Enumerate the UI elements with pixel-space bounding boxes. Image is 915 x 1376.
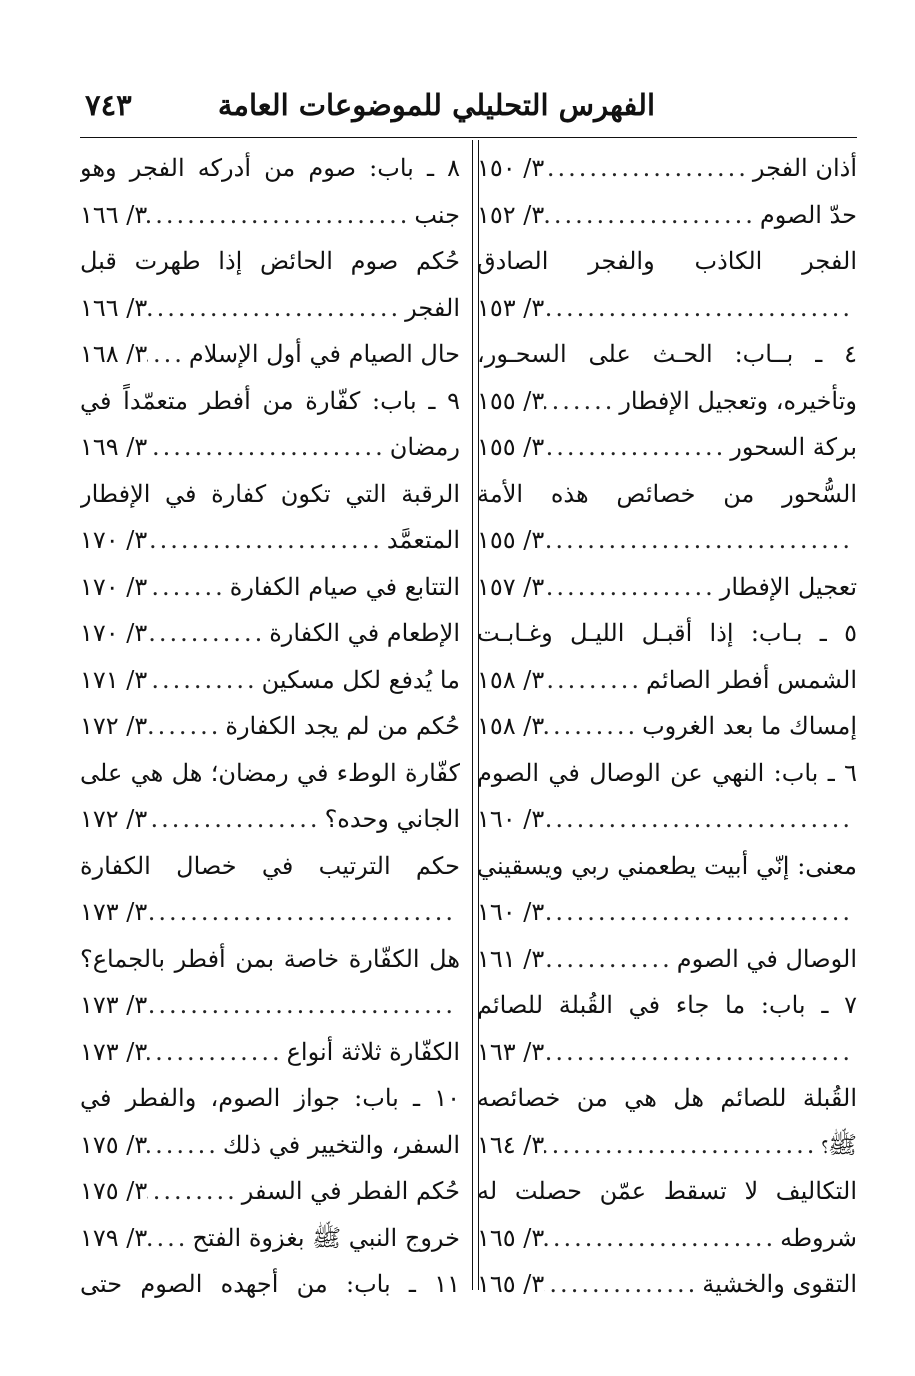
index-entry	[477, 703, 857, 750]
index-entry	[80, 843, 460, 890]
entry-topic: الفجر الكاذب والفجر الصادق	[477, 247, 857, 275]
entry-topic: ﷺ؟	[821, 1130, 857, 1159]
index-entry	[477, 657, 857, 704]
index-entry	[477, 471, 857, 518]
entry-topic: الشمس أفطر الصائم	[646, 665, 857, 694]
entry-topic: الكفّارة ثلاثة أنواع	[286, 1037, 460, 1066]
index-entry	[477, 1122, 857, 1169]
index-entry	[80, 1261, 460, 1308]
entry-page-ref: ٣/ ١٧٠	[80, 526, 148, 554]
entry-topic: ٦ ـ باب: النهي عن الوصال في الصوم	[477, 758, 857, 787]
entry-topic: ٤ ـ بــاب: الحـث على السحـور،	[477, 340, 857, 368]
index-entry	[80, 424, 460, 471]
dot-leader	[544, 1029, 857, 1076]
dot-leader	[147, 1029, 286, 1076]
entry-topic: بركة السحور	[730, 433, 857, 461]
entry-topic: كفّارة الوطء في رمضان؛ هل هي على	[80, 758, 460, 787]
entry-page-ref: ٣/ ١٧٩	[80, 1223, 148, 1252]
index-entry	[477, 564, 857, 611]
dot-leader	[147, 517, 387, 564]
index-entry	[80, 1215, 460, 1262]
index-entry	[477, 1261, 857, 1308]
dot-leader	[544, 703, 642, 750]
dot-leader	[544, 936, 676, 983]
entry-topic: الفجر	[405, 293, 460, 322]
entry-page-ref: ٣/ ١٧٣	[80, 1037, 148, 1066]
entry-page-ref: ٣/ ١٧١	[80, 665, 148, 694]
entry-page-ref: ٣/ ١٦١	[477, 944, 545, 973]
index-entry	[80, 936, 460, 983]
entry-topic: ٥ ـ بـاب: إذا أقبـل الليـل وغـابـت	[477, 619, 857, 647]
entry-topic: حكم الترتيب في خصال الكفارة	[80, 851, 460, 880]
entry-topic: حال الصيام في أول الإسلام	[188, 340, 460, 368]
dot-leader	[147, 1122, 223, 1169]
index-entry	[80, 796, 460, 843]
entry-page-ref: ٣/ ١٦٦	[80, 293, 148, 322]
dot-leader	[544, 889, 857, 936]
dot-leader	[544, 1261, 702, 1308]
entry-topic: أذان الفجر	[752, 154, 857, 182]
entry-topic: حُكم من لم يجد الكفارة	[225, 712, 460, 740]
entry-page-ref: ٣/ ١٦٠	[477, 805, 545, 833]
dot-leader	[147, 564, 229, 611]
index-entry	[80, 657, 460, 704]
entry-page-ref: ٣/ ١٧٣	[80, 991, 148, 1019]
entry-topic: التتابع في صيام الكفارة	[229, 572, 460, 601]
entry-page-ref: ٣/ ١٥٧	[477, 572, 545, 601]
entry-topic: رمضان	[389, 433, 460, 461]
index-entry	[80, 145, 460, 192]
entry-page-ref: ٣/ ١٧٠	[80, 572, 148, 601]
dot-leader	[147, 657, 261, 704]
index-entry	[477, 843, 857, 890]
dot-leader	[147, 1215, 192, 1262]
dot-leader	[147, 285, 405, 332]
entry-topic: ٨ ـ باب: صوم من أدركه الفجر وهو	[80, 154, 460, 182]
dot-leader	[544, 517, 857, 564]
index-entry	[477, 1029, 857, 1076]
index-entry	[477, 238, 857, 285]
index-entry	[80, 703, 460, 750]
dot-leader	[544, 192, 760, 239]
index-entry	[80, 331, 460, 378]
index-entry	[80, 1075, 460, 1122]
entry-page-ref: ٣/ ١٧٢	[80, 712, 148, 740]
page-header	[85, 88, 845, 138]
index-entry	[477, 1168, 857, 1215]
entry-topic: حدّ الصوم	[759, 200, 857, 229]
entry-page-ref: ٣/ ١٦٨	[80, 340, 148, 368]
index-entry	[80, 285, 460, 332]
index-entry	[477, 192, 857, 239]
dot-leader	[544, 378, 619, 425]
entry-page-ref: ٣/ ١٥٨	[477, 665, 545, 694]
entry-topic: ١٠ ـ باب: جواز الصوم، والفطر في	[80, 1084, 460, 1112]
index-entry	[80, 982, 460, 1029]
entry-topic: تعجيل الإفطار	[719, 572, 857, 601]
entry-topic: الرقبة التي تكون كفارة في الإفطار	[80, 479, 460, 508]
dot-leader	[147, 424, 390, 471]
entry-topic: وتأخيره، وتعجيل الإفطار	[619, 386, 857, 415]
entry-page-ref: ٣/ ١٦٦	[80, 200, 148, 229]
dot-leader	[544, 657, 646, 704]
index-entry	[80, 889, 460, 936]
entry-page-ref: ٣/ ١٥٠	[477, 154, 545, 182]
index-entry	[477, 424, 857, 471]
entry-topic: ١١ ـ باب: من أجهده الصوم حتى	[80, 1270, 460, 1298]
entry-page-ref: ٣/ ١٥٨	[477, 712, 545, 740]
entry-topic: الجاني وحده؟	[324, 805, 460, 833]
entry-page-ref: ٣/ ١٦٣	[477, 1037, 545, 1066]
dot-leader	[147, 1168, 241, 1215]
dot-leader	[147, 610, 269, 657]
index-entry	[477, 936, 857, 983]
entry-topic: شروطه	[780, 1223, 857, 1252]
entry-topic: حُكم الفطر في السفر	[241, 1177, 460, 1205]
entry-topic: التكاليف لا تسقط عمّن حصلت له	[477, 1177, 857, 1205]
index-entry	[80, 750, 460, 797]
entry-page-ref: ٣/ ١٥٥	[477, 526, 545, 554]
entry-page-ref: ٣/ ١٦٠	[477, 898, 545, 926]
dot-leader	[544, 796, 857, 843]
index-entry	[80, 1168, 460, 1215]
index-entry	[477, 145, 857, 192]
entry-page-ref: ٣/ ١٦٩	[80, 433, 148, 461]
entry-topic: حُكم صوم الحائض إذا طهرت قبل	[80, 247, 460, 275]
dot-leader	[147, 982, 460, 1029]
entry-topic: هل الكفّارة خاصة بمن أفطر بالجماع؟	[80, 944, 460, 973]
running-title: الفهرس التحليلي للموضوعات العامة	[217, 88, 655, 122]
dot-leader	[147, 703, 225, 750]
entry-topic: إمساك ما بعد الغروب	[642, 712, 857, 740]
index-entry	[477, 331, 857, 378]
entry-topic: السفر، والتخيير في ذلك	[222, 1130, 460, 1159]
entry-page-ref: ٣/ ١٦٥	[477, 1270, 545, 1298]
entry-topic: التقوى والخشية	[702, 1270, 857, 1298]
entry-page-ref: ٣/ ١٥٢	[477, 200, 545, 229]
index-entry	[80, 1029, 460, 1076]
index-entry	[80, 378, 460, 425]
header-rule	[80, 137, 857, 138]
index-entry	[80, 192, 460, 239]
entry-page-ref: ٣/ ١٧٥	[80, 1130, 148, 1159]
page-number: ٧٤٣	[85, 88, 132, 122]
index-entry	[477, 1075, 857, 1122]
entry-page-ref: ٣/ ١٧٠	[80, 619, 148, 647]
index-entry	[477, 517, 857, 564]
entry-page-ref: ٣/ ١٧٢	[80, 805, 148, 833]
index-entry	[477, 750, 857, 797]
dot-leader	[544, 564, 720, 611]
entry-topic: ما يُدفع لكل مسكين	[261, 665, 460, 694]
index-entry	[80, 564, 460, 611]
index-entry	[80, 471, 460, 518]
dot-leader	[147, 331, 189, 378]
dot-leader	[544, 424, 730, 471]
entry-page-ref: ٣/ ١٧٣	[80, 898, 148, 926]
index-column-left	[80, 145, 460, 1308]
index-entry	[477, 889, 857, 936]
entry-topic: القُبلة للصائم هل هي من خصائصه	[477, 1084, 857, 1112]
index-entry	[477, 982, 857, 1029]
entry-topic: الإطعام في الكفارة	[269, 619, 460, 647]
index-entry	[477, 378, 857, 425]
index-entry	[477, 285, 857, 332]
dot-leader	[147, 796, 324, 843]
entry-page-ref: ٣/ ١٦٥	[477, 1223, 545, 1252]
entry-page-ref: ٣/ ١٥٣	[477, 293, 545, 322]
index-column-right	[477, 145, 857, 1308]
entry-topic: ٩ ـ باب: كفّارة من أفطر متعمّداً في	[80, 386, 460, 415]
index-entry	[477, 796, 857, 843]
entry-page-ref: ٣/ ١٥٥	[477, 433, 545, 461]
entry-topic: السُّحور من خصائص هذه الأمة	[477, 479, 857, 508]
dot-leader	[147, 889, 460, 936]
index-entry	[80, 610, 460, 657]
entry-topic: خروج النبي ﷺ بغزوة الفتح	[192, 1223, 460, 1252]
dot-leader	[544, 145, 753, 192]
entry-topic: جنب	[414, 200, 460, 229]
dot-leader	[544, 1215, 780, 1262]
entry-topic: معنى: إنّي أبيت يطعمني ربي ويسقيني	[477, 851, 857, 880]
entry-page-ref: ٣/ ١٥٥	[477, 386, 545, 415]
index-entry	[80, 238, 460, 285]
entry-page-ref: ٣/ ١٦٤	[477, 1130, 545, 1159]
entry-topic: ٧ ـ باب: ما جاء في القُبلة للصائم	[477, 991, 857, 1019]
index-entry	[477, 1215, 857, 1262]
index-entry	[477, 610, 857, 657]
entry-page-ref: ٣/ ١٧٥	[80, 1177, 148, 1205]
dot-leader	[544, 1122, 821, 1169]
dot-leader	[544, 285, 857, 332]
index-entry	[80, 1122, 460, 1169]
dot-leader	[147, 192, 414, 239]
index-entry	[80, 517, 460, 564]
entry-topic: الوصال في الصوم	[676, 944, 857, 973]
entry-topic: المتعمَّد	[386, 526, 460, 554]
